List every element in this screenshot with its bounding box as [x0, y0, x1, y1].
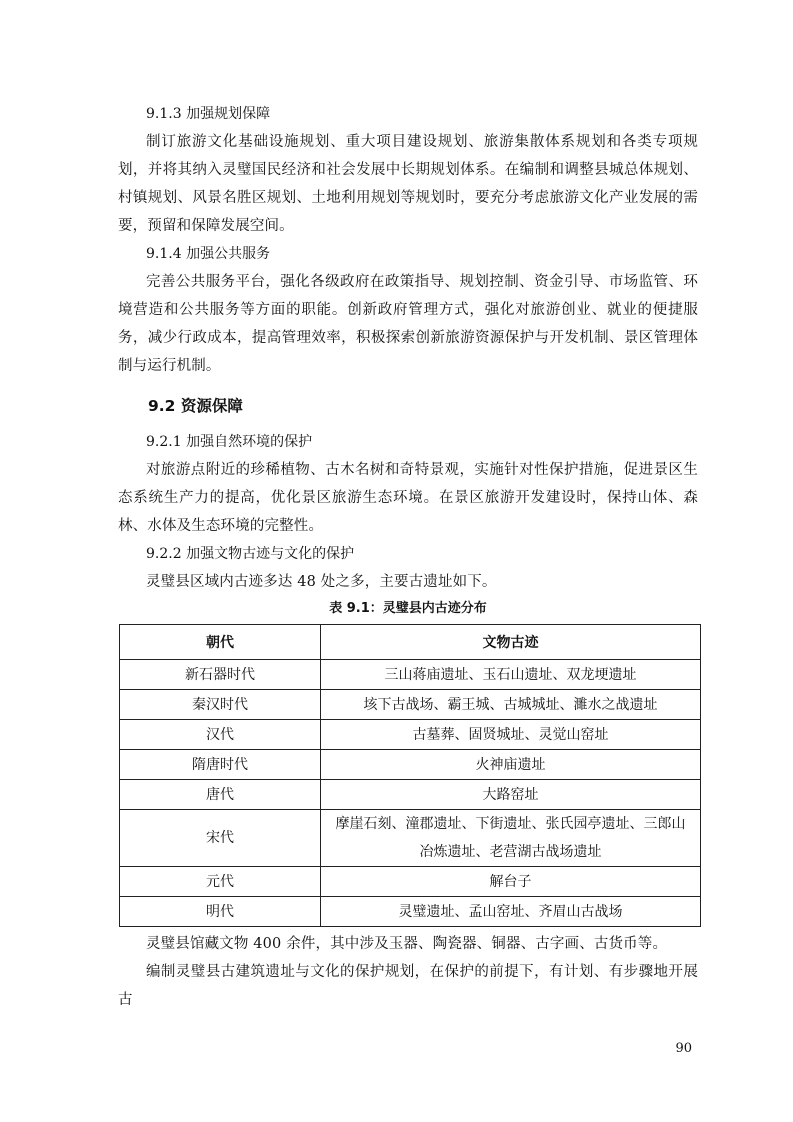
page-number: 90: [675, 1041, 692, 1056]
cell-dynasty: 元代: [120, 867, 321, 897]
heritage-table: [119, 624, 701, 927]
cell-sites: 垓下古战场、霸王城、古城城址、濉水之战遗址: [321, 690, 701, 720]
cell-sites: 解台子: [321, 867, 701, 897]
table-row: [120, 720, 701, 750]
table-row: [120, 690, 701, 720]
paragraph-public-service: 完善公共服务平台，强化各级政府在政策指导、规划控制、资金引导、市场监管、环境营造和公共服务等方面的职能。创新政府管理方式，强化对旅游创业、就业的便捷服务，减少行政成本，提高管理效率，积极探索创新旅游资源保护与开发机制、景区管理体制与运行机制。: [118, 274, 698, 374]
page-content: [118, 100, 698, 1014]
cell-sites: 火神庙遗址: [321, 750, 701, 780]
cell-sites: 古墓葬、固贤城址、灵觉山窑址: [321, 720, 701, 750]
header-dynasty: 朝代: [120, 625, 321, 660]
table-header-row: [120, 625, 701, 660]
header-sites: 文物古迹: [321, 625, 701, 660]
paragraph-nature: 对旅游点附近的珍稀植物、古木名树和奇特景观，实施针对性保护措施，促进景区生态系统生产力的提高，优化景区旅游生态环境。在景区旅游开发建设时，保持山体、森林、水体及生态环境的完整性。: [118, 462, 698, 534]
heading-9-2-2: 9.2.2 加强文物古迹与文化的保护: [146, 546, 355, 562]
cell-dynasty: 隋唐时代: [120, 750, 321, 780]
table-row: [120, 897, 701, 927]
cell-sites: 三山蒋庙遗址、玉石山遗址、双龙埂遗址: [321, 660, 701, 690]
table-row: [120, 780, 701, 810]
cell-dynasty: 明代: [120, 897, 321, 927]
cell-sites: 灵璧遗址、孟山窑址、齐眉山古战场: [321, 897, 701, 927]
cell-sites: 大路窑址: [321, 780, 701, 810]
paragraph-planning: 制订旅游文化基础设施规划、重大项目建设规划、旅游集散体系规划和各类专项规划，并将其纳入灵璧国民经济和社会发展中长期规划体系。在编制和调整县城总体规划、村镇规划、风景名胜区规划、土地利用规划等规划时，要充分考虑旅游文化产业发展的需要，预留和保障发展空间。: [118, 134, 698, 234]
cell-dynasty: 秦汉时代: [120, 690, 321, 720]
heading-9-1-4: 9.1.4 加强公共服务: [146, 246, 271, 262]
cell-dynasty: 汉代: [120, 720, 321, 750]
table-caption: 表 9.1：灵璧县内古迹分布: [329, 601, 487, 616]
paragraph-collections: 灵璧县馆藏文物 400 余件，其中涉及玉器、陶瓷器、铜器、古字画、古货币等。: [146, 936, 668, 952]
paragraph-protection-plan: 编制灵璧县古建筑遗址与文化的保护规划，在保护的前提下，有计划、有步骤地开展古: [118, 964, 698, 1008]
table-row: [120, 810, 701, 867]
table-row: [120, 750, 701, 780]
cell-sites: 摩崖石刻、潼郡遗址、下街遗址、张氏园亭遗址、三郎山冶炼遗址、老营湖古战场遗址: [321, 810, 701, 867]
section-title-9-2: 9.2 资源保障: [148, 397, 243, 415]
table-row: [120, 867, 701, 897]
cell-dynasty: 新石器时代: [120, 660, 321, 690]
cell-dynasty: 宋代: [120, 810, 321, 867]
table-row: [120, 660, 701, 690]
heading-9-2-1: 9.2.1 加强自然环境的保护: [146, 434, 313, 450]
cell-dynasty: 唐代: [120, 780, 321, 810]
paragraph-heritage-intro: 灵璧县区域内古迹多达 48 处之多，主要古遗址如下。: [146, 574, 497, 590]
heading-9-1-3: 9.1.3 加强规划保障: [146, 106, 271, 122]
